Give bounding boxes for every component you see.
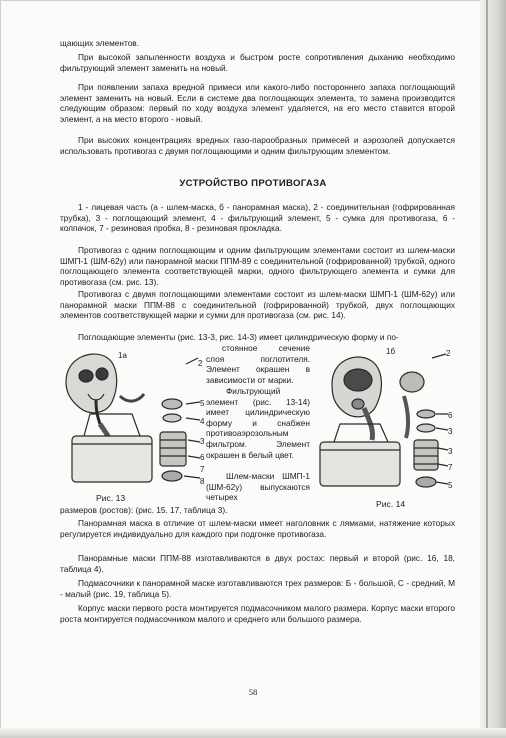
fig13-label-7: 7 xyxy=(200,465,205,474)
paragraph-9-column: Шлем-маски ШМП-1 (ШМ-62у) выпускаются четырех xyxy=(206,471,310,503)
fig14-label-2: 2 xyxy=(446,349,451,358)
fig13-label-2: 2 xyxy=(198,359,203,368)
fig13-label-6: 6 xyxy=(200,453,205,462)
fig14-label-3a: 3 xyxy=(448,427,453,436)
fig13-label-1a: 1а xyxy=(118,351,127,360)
figure-13-caption: Рис. 13 xyxy=(96,493,126,503)
paragraph-7-column: стоянное сечение слоя поглотителя. Элемент окрашен в зависимости от марки. xyxy=(206,343,310,385)
paragraph-13: Корпус маски первого роста монтируется подмасочником малого размера. Корпус маски второго роста монтируется подмасочником малого и среднего или большого размера. xyxy=(60,603,455,624)
fig14-label-5: 5 xyxy=(448,481,453,490)
paragraph-12: Подмасочники к панорамной маске изготавливаются трех размеров: Б - большой, С - средний, М - малый (рис. 19, таблица 5). xyxy=(60,578,455,599)
fig13-label-4: 4 xyxy=(200,417,205,426)
fig13-label-8: 8 xyxy=(200,477,205,486)
paragraph-3: При высоких концентрациях вредных газо-парообразных примесей и аэрозолей допускается использовать противогаз с двумя поглощающими и одним фильтрующим элементом. xyxy=(60,135,455,156)
fig14-label-1b: 1б xyxy=(386,347,396,356)
paragraph-1: При высокой запыленности воздуха и быстром росте сопротивления дыханию необходимо фильтрующий элемент заменить на новый. xyxy=(60,52,455,73)
paragraph-6: Противогаз с двумя поглощающими элементами состоит из шлем-маски ШМП-1 (ШМ-62у) или панорамной маски ППМ-88 с соединительной (гофрированной) трубкой, двух поглощающих элементов соответствующей марки и сумки для противогаза (см. рис. 14). xyxy=(60,289,455,321)
gas-mask-drawing-fig13 xyxy=(60,344,208,490)
fig14-label-6: 6 xyxy=(448,411,453,420)
figure-14-caption: Рис. 14 xyxy=(376,499,406,509)
paragraph-7-head: Поглощающие элементы (рис. 13-3, рис. 14-3) имеет цилиндрическую форму и по- xyxy=(78,332,399,342)
gas-mask-drawing-fig14 xyxy=(312,344,458,496)
fig13-label-5: 5 xyxy=(200,399,205,408)
page-number: 58 xyxy=(248,687,258,697)
paragraph-11: Панорамные маски ППМ-88 изготавливаются в двух ростах: первый и второй (рис. 16, 18, таблица 4). xyxy=(60,553,455,574)
paragraph-9-tail: размеров (ростов): (рис. 15. 17, таблица 3). xyxy=(60,505,228,515)
fig14-label-7: 7 xyxy=(448,463,453,472)
paragraph-2: При появлении запаха вредной примеси или какого-либо постороннего запаха поглощающий элемент заменить на новый. Если в системе два поглощающих элемента, то замена производится следующим образом: первый по ходу воздуха элемент удаляется, на его место ставится второй элемент, а на место второго - новый. xyxy=(60,82,455,124)
fig13-label-3: 3 xyxy=(200,437,205,446)
paragraph-10: Панорамная маска в отличие от шлем-маски имеет наголовник с лямками, натяжение которых регулируется индивидуально для каждого при подгонке противогаза. xyxy=(60,518,455,539)
paragraph-0: щающих элементов. xyxy=(60,38,140,48)
paragraph-5: Противогаз с одним поглощающим и одним фильтрующим элементами состоит из шлем-маски ШМП-1 (ШМ-62у) или панорамной маски ППМ-89 с соединительной (гофрированной) трубкой, одного поглощающего элемента соответствующей марки, одного фильтрующего элемента и сумки для противогаза (см. рис. 13). xyxy=(60,245,455,287)
section-heading: УСТРОЙСТВО ПРОТИВОГАЗА xyxy=(179,178,327,189)
fig14-label-3b: 3 xyxy=(448,447,453,456)
paragraph-4: 1 - лицевая часть (а - шлем-маска, б - панорамная маска), 2 - соединительная (гофрированная трубка), 3 - поглощающий элемент, 4 - фильтрующий элемент, 5 - сумка для противогаза, 6 - колпачок, 7 - резиновая пробка, 8 - резиновая прокладка. xyxy=(60,202,455,234)
figure-14 xyxy=(312,344,458,496)
figure-13 xyxy=(60,344,208,490)
paragraph-8-column: Фильтрующий элемент (рис. 13-14) имеет цилиндрическую форму и снабжен противоаэрозольным фильтром. Элемент окрашен в белый цвет. xyxy=(206,386,310,460)
